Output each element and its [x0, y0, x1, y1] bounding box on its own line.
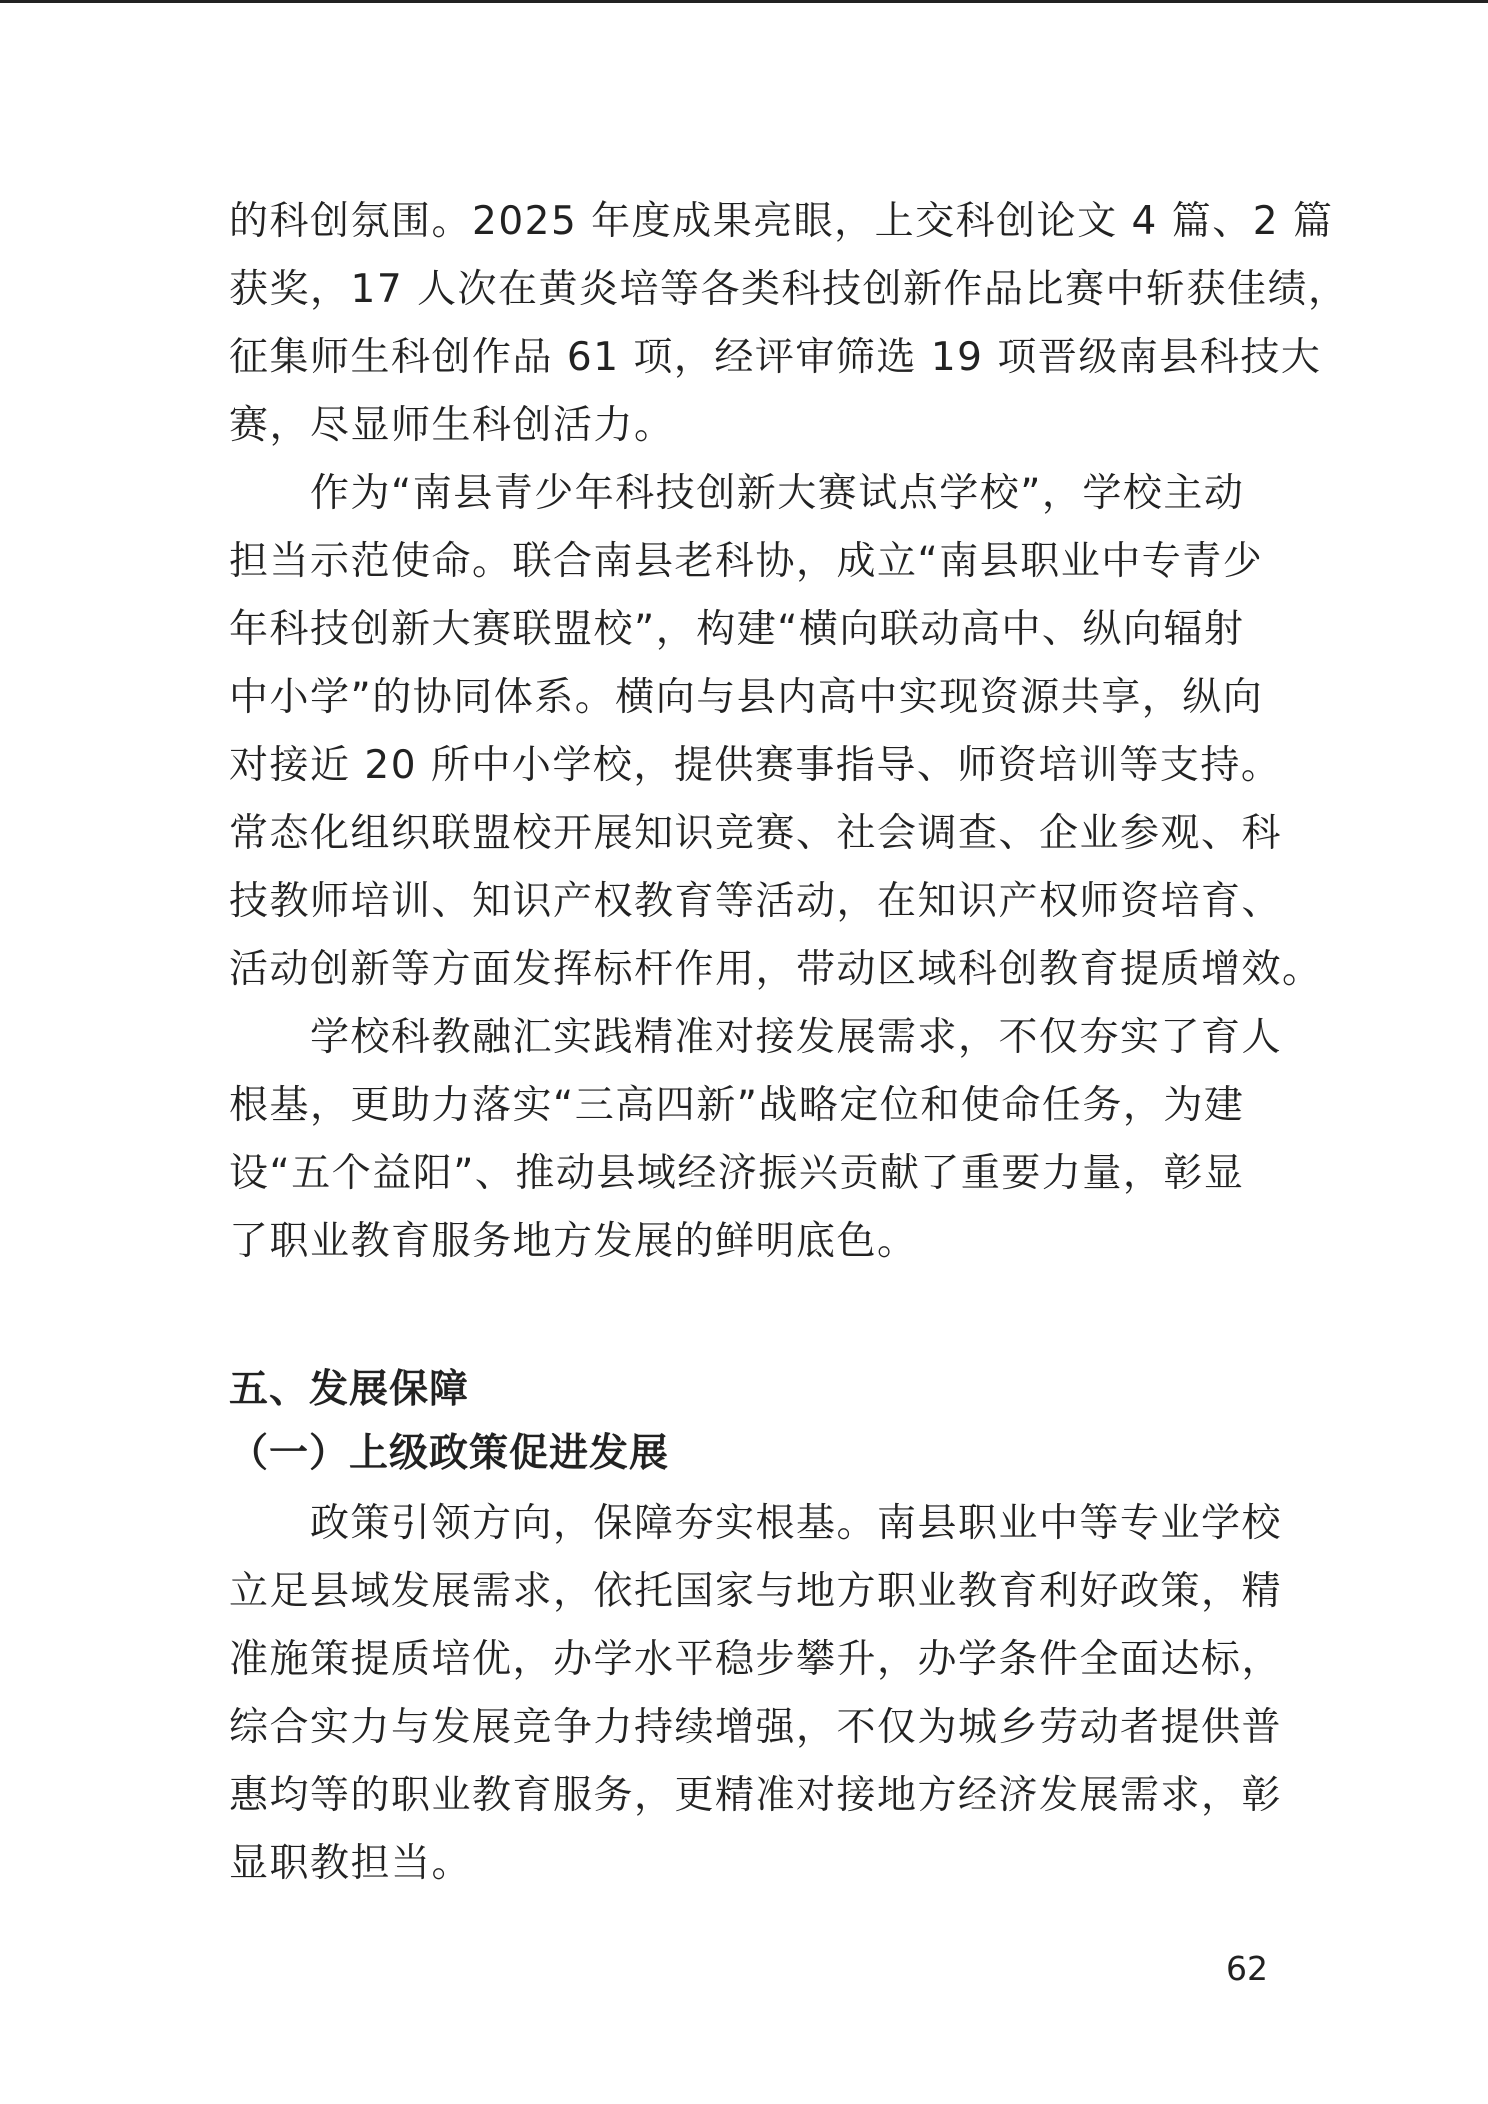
text-line: 年科技创新大赛联盟校”，构建“横向联动高中、纵向辐射	[229, 607, 1245, 652]
text-line: 担当示范使命。联合南县老科协，成立“南县职业中专青少	[229, 539, 1264, 584]
paragraph-achievements	[229, 188, 1349, 460]
text-line: 显职教担当。	[229, 1841, 473, 1886]
text-line: 对接近 20 所中小学校，提供赛事指导、师资培训等支持。	[229, 743, 1282, 788]
text-line: 获奖，17 人次在黄炎培等各类科技创新作品比赛中斩获佳绩，	[229, 267, 1349, 312]
text-line: 赛，尽显师生科创活力。	[229, 403, 675, 448]
text-line: 设“五个益阳”、推动县域经济振兴贡献了重要力量，彰显	[229, 1151, 1245, 1196]
text-line: 准施策提质培优，办学水平稳步攀升，办学条件全面达标，	[229, 1637, 1283, 1682]
text-line: 活动创新等方面发挥标杆作用，带动区域科创教育提质增效。	[229, 947, 1323, 992]
text-line: 根基，更助力落实“三高四新”战略定位和使命任务，为建	[229, 1083, 1245, 1128]
paragraph-policy	[229, 1490, 1283, 1898]
text-line: 常态化组织联盟校开展知识竞赛、社会调查、企业参观、科	[229, 811, 1283, 856]
text-line: 综合实力与发展竞争力持续增强，不仅为城乡劳动者提供普	[229, 1705, 1283, 1750]
text-line: 技教师培训、知识产权教育等活动，在知识产权师资培育、	[229, 879, 1283, 924]
top-border-line	[0, 0, 1488, 3]
subsection-heading: （一）上级政策促进发展	[229, 1431, 670, 1476]
text-line: 作为“南县青少年科技创新大赛试点学校”，学校主动	[310, 471, 1245, 516]
text-line: 中小学”的协同体系。横向与县内高中实现资源共享，纵向	[229, 675, 1264, 720]
text-line: 惠均等的职业教育服务，更精准对接地方经济发展需求，彰	[229, 1773, 1283, 1818]
document-body	[229, 188, 1349, 1898]
text-line: 征集师生科创作品 61 项，经评审筛选 19 项晋级南县科技大	[229, 335, 1322, 380]
paragraph-integration	[229, 1004, 1283, 1276]
paragraph-pilot-school	[229, 460, 1323, 1004]
text-line: 政策引领方向，保障夯实根基。南县职业中等专业学校	[310, 1501, 1283, 1546]
text-line: 立足县域发展需求，依托国家与地方职业教育利好政策，精	[229, 1569, 1283, 1614]
text-line: 的科创氛围。2025 年度成果亮眼，上交科创论文 4 篇、2 篇	[229, 199, 1334, 244]
section-heading: 五、发展保障	[229, 1367, 470, 1412]
page-number: 62	[1226, 1949, 1268, 1988]
text-line: 学校科教融汇实践精准对接发展需求，不仅夯实了育人	[310, 1015, 1283, 1060]
section-spacer	[229, 1276, 1261, 1358]
text-line: 了职业教育服务地方发展的鲜明底色。	[229, 1219, 918, 1264]
